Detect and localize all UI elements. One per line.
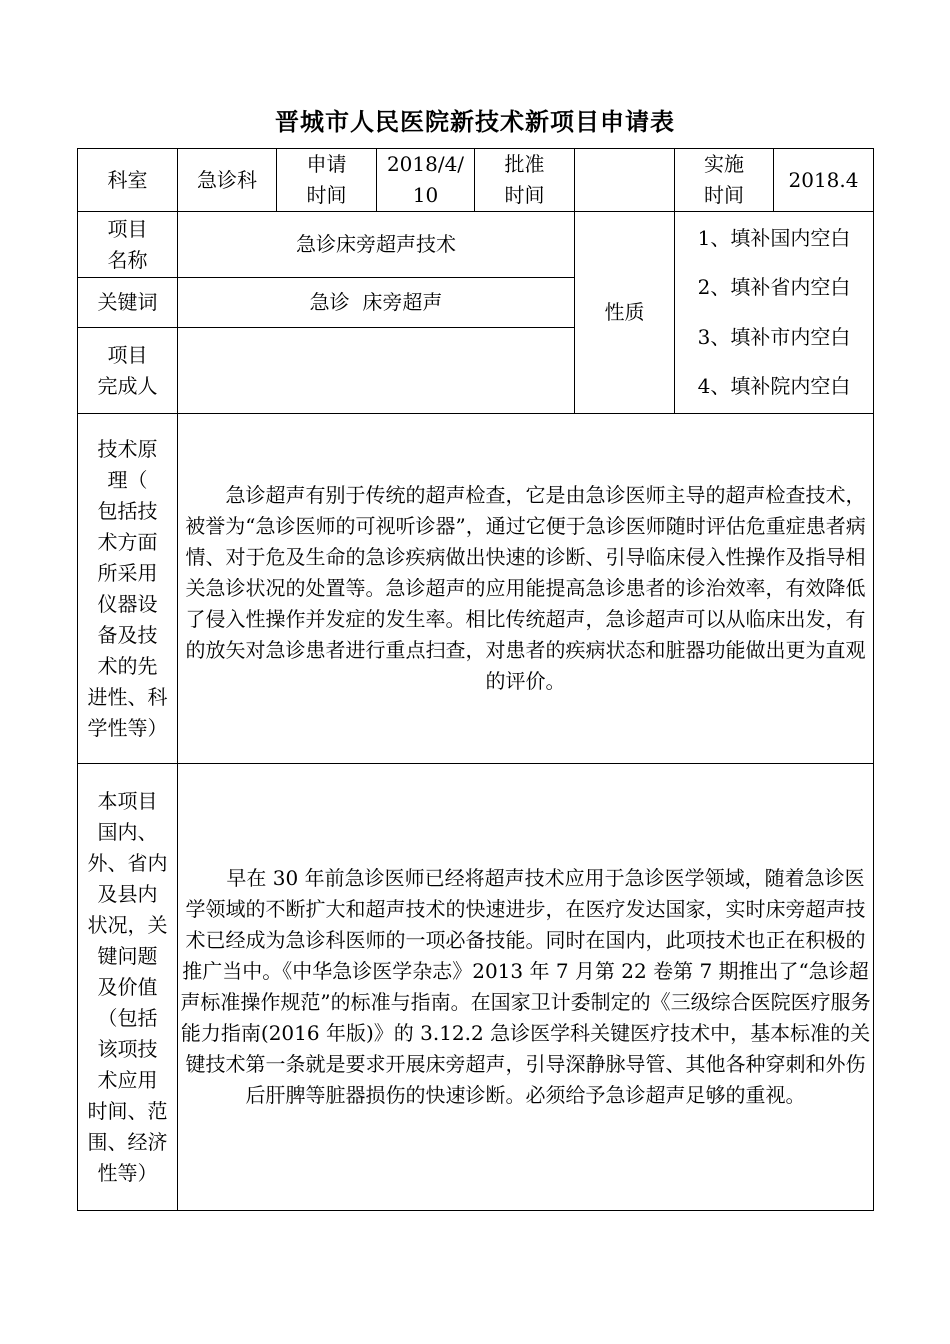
dept-value: 急诊科 bbox=[178, 149, 277, 212]
page-title: 晋城市人民医院新技术新项目申请表 bbox=[275, 107, 675, 136]
header-row bbox=[78, 149, 874, 212]
nature-option: 4、填补院内空白 bbox=[697, 374, 851, 398]
principle-label: 技术原 理（ 包括技 术方面 所采用 仪器设 备及技 术的先 进性、科 学性等） bbox=[78, 414, 178, 764]
impl-time-value: 2018.4 bbox=[774, 149, 874, 212]
nature-option: 3、填补市内空白 bbox=[697, 324, 851, 349]
nature-label: 性质 bbox=[575, 212, 675, 414]
approve-time-label: 批准 时间 bbox=[475, 149, 575, 212]
impl-time-label: 实施 时间 bbox=[675, 149, 774, 212]
completer-label: 项目 完成人 bbox=[78, 328, 178, 414]
project-name-label: 项目 名称 bbox=[78, 212, 178, 278]
completer-value bbox=[178, 328, 575, 414]
dept-label: 科室 bbox=[78, 149, 178, 212]
status-row bbox=[78, 764, 874, 1211]
nature-options bbox=[675, 212, 874, 414]
apply-time-label: 申请 时间 bbox=[277, 149, 377, 212]
nature-option: 1、填补国内空白 bbox=[697, 225, 851, 250]
keywords-label: 关键词 bbox=[78, 278, 178, 328]
project-name-row bbox=[78, 212, 874, 278]
apply-time-value: 2018/4/ 10 bbox=[377, 149, 475, 212]
status-label: 本项目 国内、 外、省内 及县内 状况，关 键问题 及价值 （包括 该项技 术应用 时间、范 围、经济 性等） bbox=[78, 764, 178, 1211]
principle-row bbox=[78, 414, 874, 764]
application-form-table bbox=[77, 148, 874, 1211]
principle-text: 急诊超声有别于传统的超声检查，它是由急诊医师主导的超声检查技术，被誉为“急诊医师的可视听诊器”，通过它便于急诊医师随时评估危重症患者病情、对于危及生命的急诊疾病做出快速的诊断、引导临床侵入性操作及指导相关急诊状况的处置等。急诊超声的应用能提高急诊患者的诊治效率，有效降低了侵入性操作并发症的发生率。相比传统超声，急诊超声可以从临床出发，有的放矢对急诊患者进行重点扫查，对患者的疾病状态和脏器功能做出更为直观的评价。 bbox=[178, 414, 874, 764]
nature-option: 2、填补省内空白 bbox=[697, 275, 851, 299]
project-name-value: 急诊床旁超声技术 bbox=[178, 212, 575, 278]
status-text: 早在 30 年前急诊医师已经将超声技术应用于急诊医学领域，随着急诊医学领域的不断扩大和超声技术的快速进步，在医疗发达国家，实时床旁超声技术已经成为急诊科医师的一项必备技能。同时在国内，此项技术也正在积极的推广当中。《中华急诊医学杂志》2013 年 7 月第 22 卷第 7 期推出了“急诊超声标准操作规范”的标准与指南。在国家卫计委制定的《三级综合医院医疗服务能力指南(2016 年版)》的 3.12.2 急诊医学科关键医疗技术中，基本标准的关键技术第一条就是要求开展床旁超声，引导深静脉导管、其他各种穿刺和外伤后肝脾等脏器损伤的快速诊断。必须给予急诊超声足够的重视。 bbox=[178, 764, 874, 1211]
approve-time-value bbox=[575, 149, 675, 212]
keywords-value: 急诊 床旁超声 bbox=[178, 278, 575, 328]
